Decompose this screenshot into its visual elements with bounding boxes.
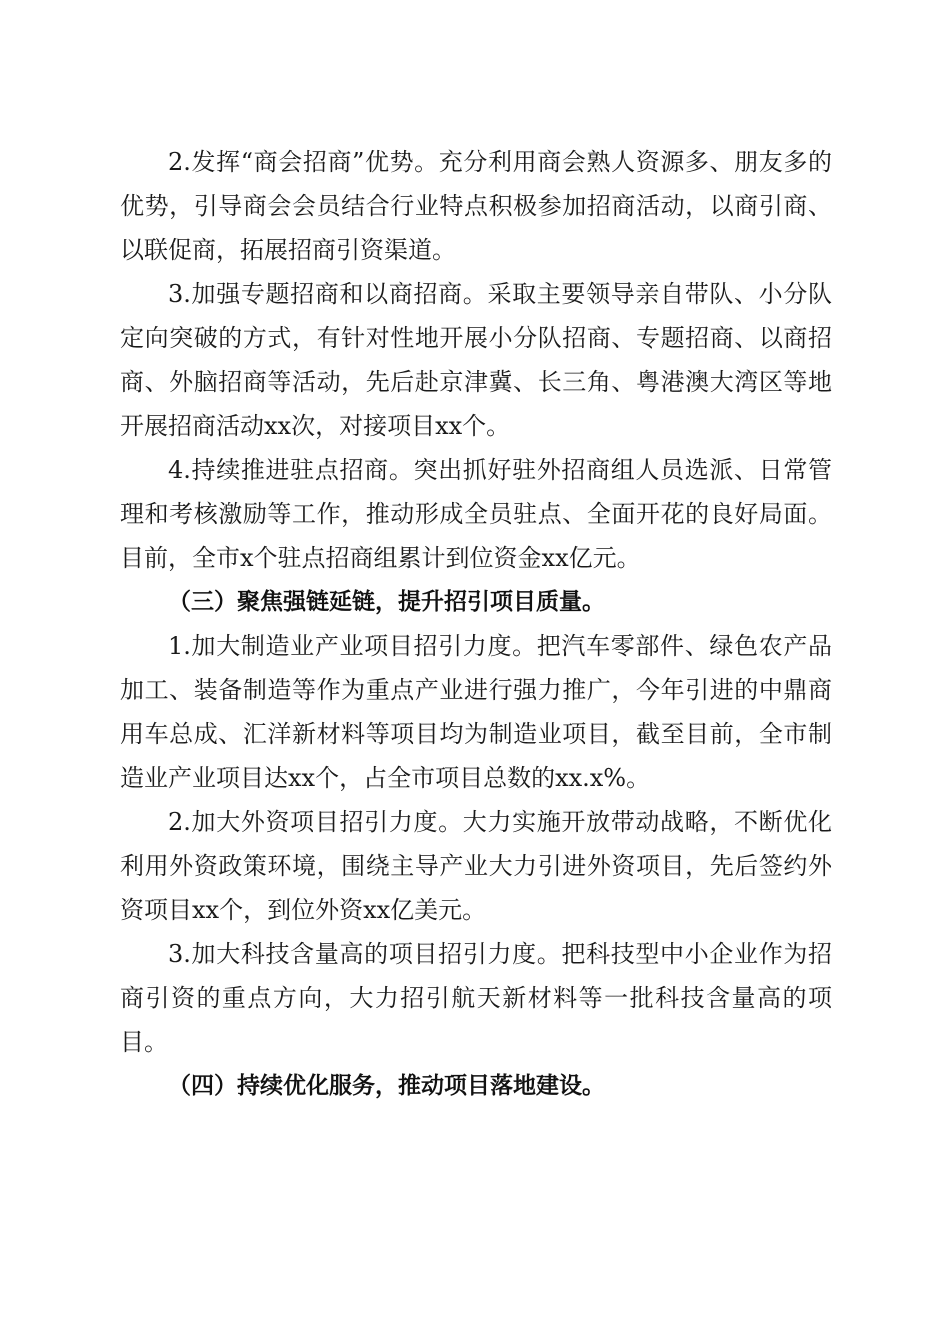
paragraph-4-resident-investment: 4.持续推进驻点招商。突出抓好驻外招商组人员选派、日常管理和考核激励等工作，推动形成全员驻点、全面开花的良好局面。目前，全市x个驻点招商组累计到位资金xx亿元。: [120, 456, 832, 572]
paragraph-1-manufacturing: 1.加大制造业产业项目招引力度。把汽车零部件、绿色农产品加工、装备制造等作为重点产业进行强力推广，今年引进的中鼎商用车总成、汇洋新材料等项目均为制造业项目，截至目前，全市制造业产业项目达xx个，占全市项目总数的xx.x%。: [120, 632, 832, 792]
paragraph-2-chamber-investment: 2.发挥“商会招商”优势。充分利用商会熟人资源多、朋友多的优势，引导商会会员结合行业特点积极参加招商活动，以商引商、以联促商，拓展招商引资渠道。: [120, 148, 832, 264]
document-body: [120, 140, 832, 1108]
paragraph-3-special-investment: 3.加强专题招商和以商招商。采取主要领导亲自带队、小分队定向突破的方式，有针对性地开展小分队招商、专题招商、以商招商、外脑招商等活动，先后赴京津冀、长三角、粤港澳大湾区等地开展招商活动xx次，对接项目xx个。: [120, 280, 832, 440]
paragraph-3-technology-projects: 3.加大科技含量高的项目招引力度。把科技型中小企业作为招商引资的重点方向，大力招引航天新材料等一批科技含量高的项目。: [120, 940, 832, 1056]
paragraph-2-foreign-investment: 2.加大外资项目招引力度。大力实施开放带动战略，不断优化利用外资政策环境，围绕主导产业大力引进外资项目，先后签约外资项目xx个，到位外资xx亿美元。: [120, 808, 832, 924]
section-heading-4: （四）持续优化服务，推动项目落地建设。: [168, 1073, 605, 1099]
section-heading-3: （三）聚焦强链延链，提升招引项目质量。: [168, 589, 605, 615]
